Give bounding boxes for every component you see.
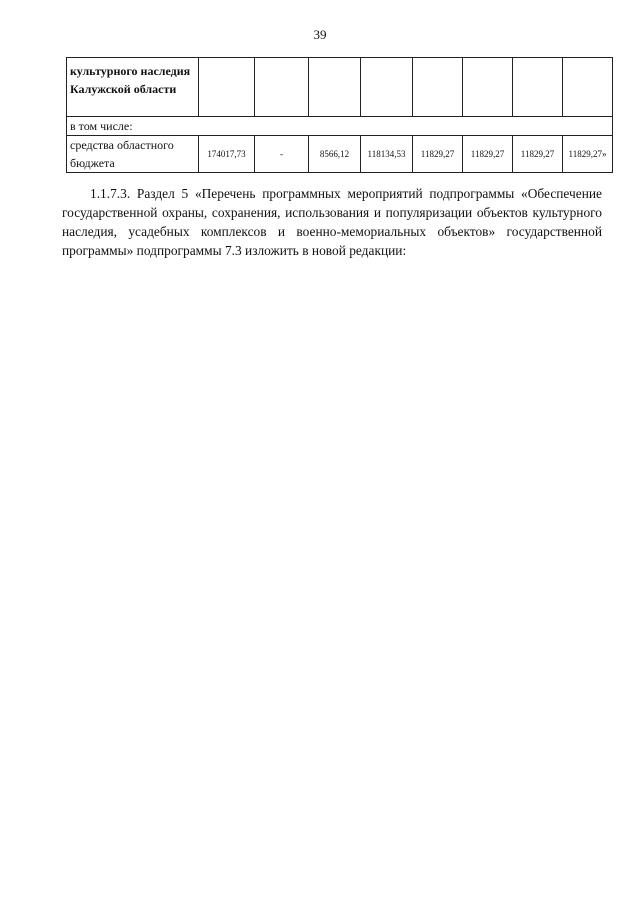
table-cell [563, 58, 613, 117]
row-label-regional-budget: средства областного бюджета [67, 136, 199, 173]
table-cell: 174017,73 [199, 136, 255, 173]
table-row [67, 117, 613, 136]
table-cell [463, 58, 513, 117]
table-cell [413, 58, 463, 117]
table-cell: 8566,12 [309, 136, 361, 173]
table-cell: 11829,27 [413, 136, 463, 173]
row-label-including: в том числе: [67, 117, 613, 136]
page-number: 39 [313, 27, 327, 42]
table-cell [309, 58, 361, 117]
table-cell: - [255, 136, 309, 173]
row-label-heritage: культурного наследия Калужской области [67, 58, 199, 117]
budget-table [66, 57, 613, 173]
table-cell: 11829,27 [463, 136, 513, 173]
table-cell: 118134,53 [361, 136, 413, 173]
table-cell [361, 58, 413, 117]
table-row [67, 136, 613, 173]
table-row [67, 58, 613, 117]
table-cell: 11829,27» [563, 136, 613, 173]
table-cell [255, 58, 309, 117]
table-cell: 11829,27 [513, 136, 563, 173]
table-cell [199, 58, 255, 117]
table-cell [513, 58, 563, 117]
body-paragraph: 1.1.7.3. Раздел 5 «Перечень программных мероприятий подпрограммы «Обеспечение государственной охраны, сохранения, использования и популяризации объектов культурного наследия, усадебных комплексов и военно-мемориальных объектов» государственной программы» подпрограммы 7.3 изложить в новой редакции: [62, 186, 602, 258]
